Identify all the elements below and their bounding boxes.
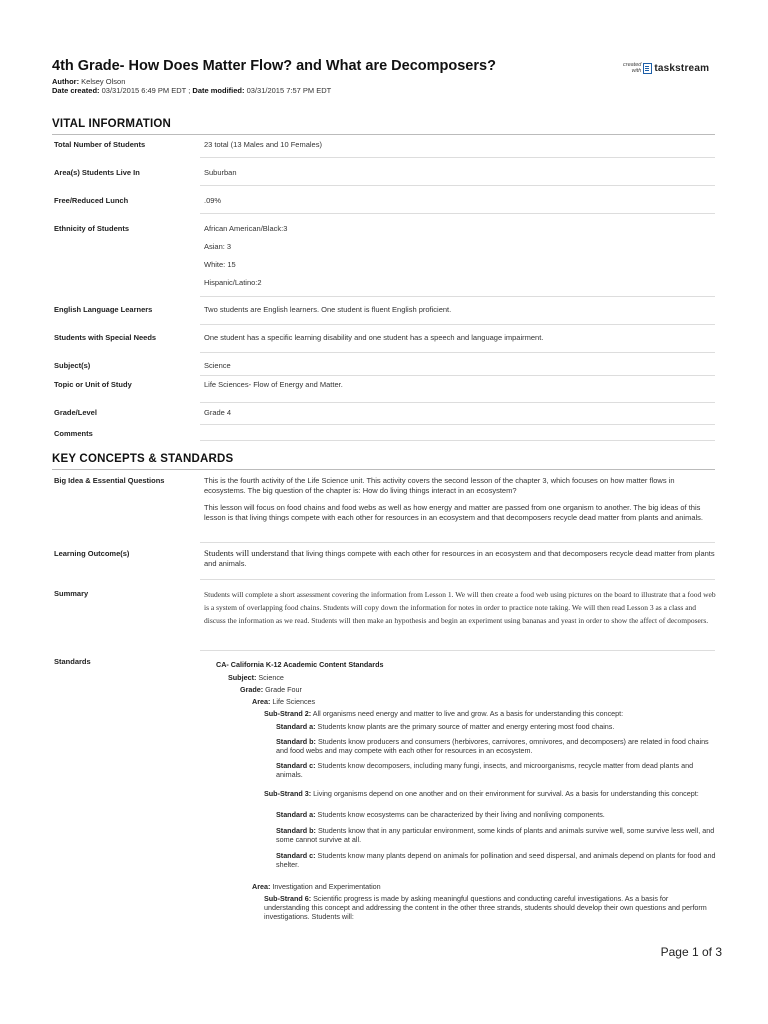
outcome-rest: living things compete with each other for resources in an ecosystem and that decomposers recycle dead matter from plants and animals. xyxy=(204,549,715,568)
date-created: 03/31/2015 6:49 PM EDT xyxy=(101,86,187,95)
vital-heading-rule xyxy=(52,134,715,135)
row-label: Grade/Level xyxy=(54,408,97,417)
row-divider xyxy=(200,375,715,376)
row-label: Area(s) Students Live In xyxy=(54,168,140,177)
ethnicity-hispanic: Hispanic/Latino:2 xyxy=(204,278,262,287)
row-label: Big Idea & Essential Questions xyxy=(54,476,165,485)
date-modified: 03/31/2015 7:57 PM EDT xyxy=(246,86,332,95)
standards-grade: Grade: Grade Four xyxy=(240,685,302,694)
standard-3a: Standard a: Students know ecosystems can be characterized by their living and nonliving components. xyxy=(276,810,605,819)
row-label: Summary xyxy=(54,589,89,598)
date-created-label: Date created: xyxy=(52,86,100,95)
row-divider xyxy=(200,213,715,214)
standards-title: CA- California K-12 Academic Content Standards xyxy=(216,660,384,669)
taskstream-logo-icon xyxy=(643,63,652,74)
row-divider xyxy=(200,440,715,441)
page-number: Page 1 of 3 xyxy=(660,945,722,959)
sub-strand-2: Sub-Strand 2: All organisms need energy and matter to live and grow. As a basis for understanding this concept: xyxy=(264,709,624,718)
row-label: Standards xyxy=(54,657,91,666)
document-header xyxy=(52,58,722,95)
logo-caption-bottom: with xyxy=(631,68,642,74)
vital-information-heading: VITAL INFORMATION xyxy=(52,118,172,130)
logo-caption xyxy=(623,62,641,74)
key-concepts-heading: KEY CONCEPTS & STANDARDS xyxy=(52,453,234,465)
key-heading-rule xyxy=(52,469,715,470)
row-value: Two students are English learners. One student is fluent English proficient. xyxy=(204,305,452,314)
big-idea-paragraph-1: This is the fourth activity of the Life Science unit. This activity covers the second lesson of the chapter 3, which focuses on how matter flows in ecosystems. The big question of the chapter is: How do living things interact in an ecosystem? xyxy=(204,476,675,495)
row-label: Free/Reduced Lunch xyxy=(54,196,129,205)
standard-2a: Standard a: Students know plants are the primary source of matter and energy entering most food chains. xyxy=(276,722,615,731)
sub-strand-6: Sub-Strand 6: Scientific progress is made by asking meaningful questions and conducting careful investigations. As a basis for understanding this concept and addressing the content in the other three strands, students should develop their own questions and perform investigations. Students will: xyxy=(264,894,707,921)
row-label: Learning Outcome(s) xyxy=(54,549,130,558)
standard-3b: Standard b: Students know that in any particular environment, some kinds of plants and animals survive well, some survive less well, and some cannot survive at all. xyxy=(276,826,715,844)
row-value: .09% xyxy=(204,196,222,205)
row-value: One student has a specific learning disability and one student has a speech and language impairment. xyxy=(204,333,544,342)
sub-strand-3: Sub-Strand 3: Living organisms depend on one another and on their environment for survival. As a basis for understanding this concept: xyxy=(264,789,699,798)
row-divider xyxy=(200,324,715,325)
author-label: Author: xyxy=(52,77,80,86)
row-label: Ethnicity of Students xyxy=(54,224,129,233)
row-value: 23 total (13 Males and 10 Females) xyxy=(204,140,322,149)
summary-text: Students will complete a short assessment covering the information from Lesson 1. We will then create a food web using pictures on the board to illustrate that a food web is a system of overlapping food chains. Students will copy down the information for notes in order to practice note taking. We will then read Lesson 3 as a class and discuss the information as we read. Students will then make an hypothesis and begin an experiment using bananas and yeast in order to show the affect of decomposers. xyxy=(204,590,716,625)
row-divider xyxy=(200,352,715,353)
document-title: 4th Grade- How Does Matter Flow? and What are Decomposers? xyxy=(52,58,496,74)
row-divider xyxy=(200,157,715,158)
logo-caption-top: created xyxy=(623,62,642,68)
big-idea-paragraph-2: This lesson will focus on food chains and food webs as well as how energy and matter are passed from one organism to another. The big ideas of this lesson is that living things compete with each other for resources in an ecosystem and that decomposers recycle dead matter from plants and animals. xyxy=(204,503,703,522)
date-modified-label: Date modified: xyxy=(192,86,245,95)
ethnicity-white: White: 15 xyxy=(204,260,236,269)
logo-text: taskstream xyxy=(654,62,710,74)
author-line xyxy=(52,77,722,86)
standard-2b: Standard b: Students know producers and consumers (herbivores, carnivores, omnivores, and decomposers) are related in food chains and food webs and may compete with each other for resources in an ecosystem. xyxy=(276,737,709,755)
row-label: English Language Learners xyxy=(54,305,153,314)
date-separator: ; xyxy=(188,86,191,95)
row-value: Suburban xyxy=(204,168,237,177)
row-label: Comments xyxy=(54,429,93,438)
row-label: Subject(s) xyxy=(54,361,91,370)
ethnicity-asian: Asian: 3 xyxy=(204,242,232,251)
standard-2c: Standard c: Students know decomposers, including many fungi, insects, and microorganisms, recycle matter from dead plants and animals. xyxy=(276,761,694,779)
ethnicity-african-american: African American/Black:3 xyxy=(204,224,288,233)
standards-subject: Subject: Science xyxy=(228,673,284,682)
standards-area-life: Area: Life Sciences xyxy=(252,697,316,706)
row-divider xyxy=(200,402,715,403)
row-value: Science xyxy=(204,361,231,370)
taskstream-logo xyxy=(623,62,709,74)
row-divider xyxy=(200,579,715,580)
row-label: Total Number of Students xyxy=(54,140,146,149)
learning-outcome-text xyxy=(204,549,715,568)
row-divider xyxy=(200,296,715,297)
author-name: Kelsey Olson xyxy=(81,77,126,86)
row-label: Topic or Unit of Study xyxy=(54,380,132,389)
row-divider xyxy=(200,650,715,651)
row-label: Students with Special Needs xyxy=(54,333,157,342)
row-value: Life Sciences- Flow of Energy and Matter. xyxy=(204,380,343,389)
standard-3c: Standard c: Students know many plants depend on animals for pollination and seed dispersal, and animals depend on plants for food and shelter. xyxy=(276,851,716,869)
row-value: Grade 4 xyxy=(204,408,232,417)
outcome-lead: Students will understand that xyxy=(204,548,305,558)
dates-line xyxy=(52,86,722,95)
row-divider xyxy=(200,185,715,186)
row-divider xyxy=(200,424,715,425)
row-divider xyxy=(200,542,715,543)
standards-area-investigation: Area: Investigation and Experimentation xyxy=(252,882,381,891)
